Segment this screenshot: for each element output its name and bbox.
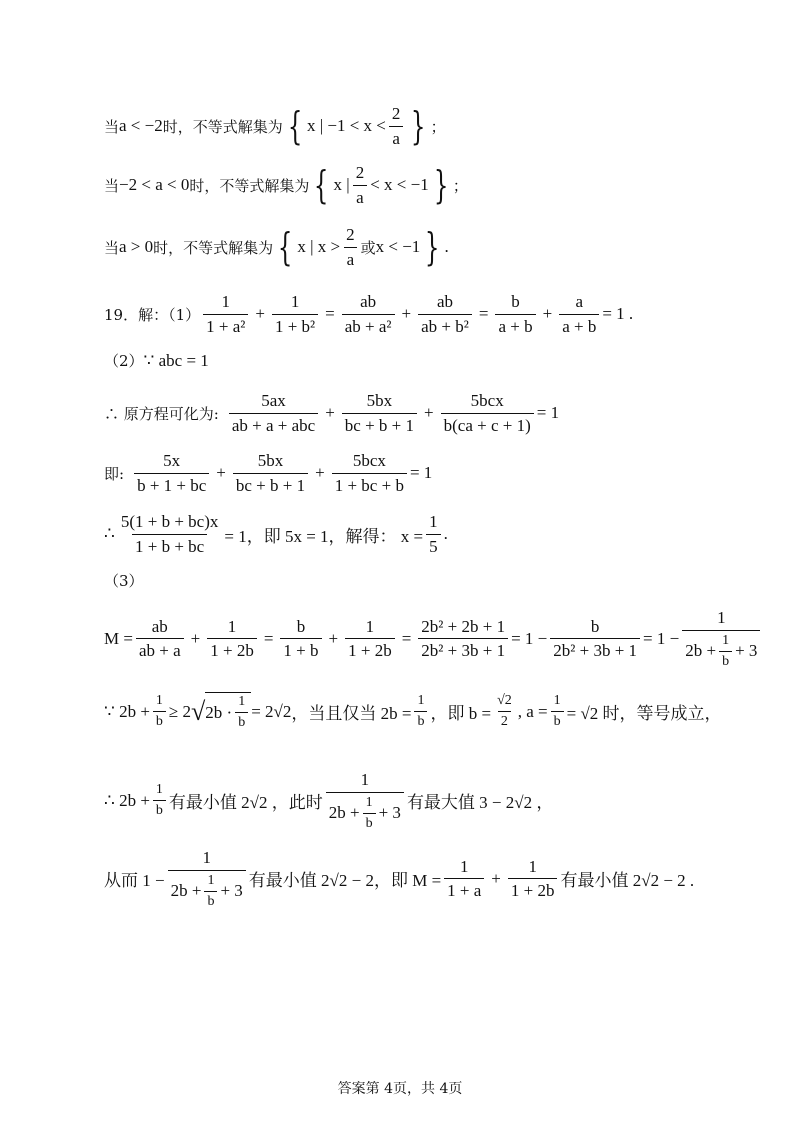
fraction bbox=[204, 873, 217, 910]
text: = 1 − bbox=[511, 628, 548, 648]
numerator: 2b² + 2b + 1 bbox=[421, 616, 506, 636]
part-label: （2） bbox=[104, 352, 144, 370]
text: = 1，即 5x = 1，解得： x = bbox=[224, 526, 424, 546]
text: 从而 1 − bbox=[104, 871, 165, 891]
denominator bbox=[326, 792, 404, 832]
numerator: 1 bbox=[459, 856, 469, 876]
plus: + bbox=[216, 463, 226, 483]
given: ∵ abc = 1 bbox=[143, 350, 209, 370]
text: = 1 − bbox=[643, 628, 680, 648]
fraction bbox=[342, 391, 417, 435]
denominator: 1 + 2b bbox=[207, 638, 257, 661]
therefore: ∴ bbox=[104, 524, 115, 544]
punct: ； bbox=[452, 176, 468, 195]
plus: + bbox=[315, 463, 325, 483]
text: 2b · bbox=[205, 702, 233, 722]
part-label: （3） bbox=[104, 572, 144, 590]
solution-line-case-a-less-neg2 bbox=[104, 104, 800, 148]
fraction bbox=[682, 608, 760, 670]
text: + 3 bbox=[220, 881, 243, 901]
punct: ； bbox=[430, 117, 446, 136]
text: 有最小值 2√2 − 2 . bbox=[560, 871, 695, 891]
numerator: √2 bbox=[497, 693, 512, 708]
text: + 3 bbox=[378, 803, 401, 823]
solution-line-case-a-positive bbox=[104, 225, 800, 269]
q19-part1 bbox=[104, 292, 800, 336]
numerator: ab bbox=[360, 292, 377, 311]
q19-part3-m-expression bbox=[104, 608, 800, 670]
fraction bbox=[168, 848, 246, 910]
numerator: b bbox=[590, 616, 600, 636]
fraction bbox=[418, 617, 508, 661]
text: 当 bbox=[104, 176, 120, 195]
numerator: 5x bbox=[163, 451, 181, 470]
denominator: b bbox=[153, 711, 166, 730]
numerator: 5bx bbox=[257, 451, 284, 470]
right-brace: } bbox=[411, 104, 426, 149]
denominator bbox=[168, 870, 246, 910]
fraction bbox=[414, 693, 427, 730]
denominator: bc + b + 1 bbox=[342, 413, 417, 436]
set-text: x < −1 bbox=[375, 237, 421, 257]
plus: + bbox=[325, 403, 335, 423]
sqrt-sign: √ bbox=[191, 696, 206, 726]
denominator: 1 + a bbox=[444, 878, 484, 901]
fraction bbox=[508, 857, 558, 901]
fraction bbox=[345, 617, 395, 661]
plus: + bbox=[190, 628, 201, 648]
fraction bbox=[719, 633, 732, 670]
fraction bbox=[229, 391, 318, 435]
q19-part2-given bbox=[104, 350, 800, 371]
fraction bbox=[332, 451, 407, 495]
fraction bbox=[153, 782, 166, 819]
equals: = bbox=[478, 304, 489, 324]
equals: = bbox=[263, 628, 274, 648]
denominator: b bbox=[414, 711, 427, 730]
fraction bbox=[550, 617, 640, 661]
q19-part3-label bbox=[104, 570, 800, 591]
q19-part2-solve bbox=[104, 512, 800, 556]
right-brace: } bbox=[433, 163, 449, 208]
fraction bbox=[551, 693, 564, 730]
numerator: b bbox=[511, 292, 520, 311]
denominator: a + b bbox=[559, 314, 599, 337]
result: = 1 bbox=[409, 463, 433, 483]
denominator: b bbox=[204, 891, 217, 910]
denominator: b bbox=[235, 712, 248, 731]
text: 时，不等式解集为 bbox=[189, 176, 310, 195]
denominator: 1 + b bbox=[280, 638, 321, 661]
numerator: 1 bbox=[365, 794, 373, 810]
fraction bbox=[272, 292, 318, 336]
numerator: 5(1 + b + bc)x bbox=[120, 512, 219, 531]
text: 时，不等式解集为 bbox=[162, 117, 283, 136]
plus: + bbox=[255, 304, 265, 324]
numerator: 5bcx bbox=[470, 391, 504, 410]
denominator: b bbox=[719, 651, 732, 670]
denominator: 1 + a² bbox=[203, 314, 248, 337]
condition: a < −2 bbox=[119, 116, 163, 136]
text: ，即 b = bbox=[430, 704, 492, 724]
numerator: 1 bbox=[290, 292, 300, 311]
left-brace: { bbox=[287, 104, 303, 149]
q19-part3-inequality bbox=[104, 692, 800, 731]
fraction bbox=[418, 292, 472, 336]
q19-part3-conclusion bbox=[104, 848, 800, 910]
fraction bbox=[353, 163, 368, 207]
numerator: 2 bbox=[391, 104, 401, 123]
denominator: b(ca + c + 1) bbox=[441, 413, 534, 436]
plus: + bbox=[542, 304, 553, 324]
text: 2b + bbox=[685, 641, 717, 661]
fraction bbox=[343, 225, 358, 269]
text: 有最小值 2√2 ，此时 bbox=[168, 793, 323, 813]
denominator: a bbox=[344, 247, 358, 270]
left-brace: { bbox=[314, 163, 329, 208]
fraction bbox=[559, 292, 599, 336]
result: = 1 . bbox=[602, 304, 634, 324]
denominator: 1 + 2b bbox=[345, 638, 395, 661]
denominator: 2 bbox=[498, 711, 511, 730]
numerator: 5bcx bbox=[352, 451, 386, 470]
fraction bbox=[134, 451, 209, 495]
plus: + bbox=[401, 304, 412, 324]
text: ∴ 原方程可化为: bbox=[104, 404, 219, 423]
numerator: 1 bbox=[155, 782, 163, 798]
numerator: 5bx bbox=[366, 391, 393, 410]
fraction bbox=[203, 292, 248, 336]
text: 当 bbox=[104, 117, 120, 136]
denominator: b bbox=[363, 813, 376, 832]
text: 当 bbox=[104, 238, 120, 257]
text: = 2√2 bbox=[251, 701, 292, 721]
denominator: b bbox=[551, 711, 564, 730]
fraction bbox=[136, 617, 184, 661]
condition: −2 < a < 0 bbox=[119, 175, 190, 195]
numerator: 1 bbox=[429, 512, 438, 531]
denominator: 5 bbox=[426, 534, 441, 557]
text: 即: bbox=[104, 464, 125, 483]
numerator: 1 bbox=[553, 693, 561, 708]
numerator: 1 bbox=[207, 872, 215, 888]
numerator: 1 bbox=[221, 292, 230, 311]
result: = 1 bbox=[536, 403, 560, 423]
numerator: a bbox=[575, 292, 584, 311]
set-text: x | x > bbox=[297, 237, 341, 257]
punct: . bbox=[444, 237, 449, 257]
denominator: 1 + bc + b bbox=[332, 473, 407, 496]
plus: + bbox=[328, 628, 339, 648]
numerator: 1 bbox=[528, 856, 537, 876]
text: 2b + bbox=[328, 803, 360, 823]
page-footer: 答案第 4页，共 4页 bbox=[337, 1081, 463, 1097]
fraction bbox=[342, 292, 395, 336]
denominator: 1 + 2b bbox=[508, 878, 558, 901]
numerator: ab bbox=[151, 616, 168, 636]
q19-part3-min-max bbox=[104, 770, 800, 832]
q19-part2-rewrite bbox=[104, 391, 800, 435]
denominator: b + 1 + bc bbox=[134, 473, 209, 496]
text: + 3 bbox=[735, 641, 758, 661]
set-text: x | −1 < x < bbox=[306, 116, 386, 136]
fraction bbox=[389, 104, 404, 148]
punct: . bbox=[443, 524, 448, 544]
left-brace: { bbox=[278, 225, 293, 270]
fraction bbox=[118, 512, 222, 556]
fraction bbox=[441, 391, 534, 435]
sqrt-body bbox=[205, 692, 251, 731]
denominator: b bbox=[153, 800, 166, 819]
fraction bbox=[207, 617, 257, 661]
question-label: 19．解：（1） bbox=[104, 305, 201, 324]
text: 或 bbox=[360, 238, 376, 257]
condition: a > 0 bbox=[119, 237, 154, 257]
plus: + bbox=[491, 868, 501, 888]
fraction bbox=[495, 292, 535, 336]
numerator: 1 bbox=[717, 608, 726, 627]
numerator: 1 bbox=[155, 693, 163, 708]
text: ≥ 2 bbox=[168, 701, 191, 721]
right-brace: } bbox=[425, 225, 440, 270]
q19-part2-simplify bbox=[104, 451, 800, 495]
numerator: 2 bbox=[346, 225, 355, 244]
text: , a = bbox=[517, 701, 548, 721]
numerator: 1 bbox=[365, 616, 375, 636]
fraction bbox=[494, 693, 515, 730]
denominator: a bbox=[389, 126, 403, 149]
numerator: 2 bbox=[355, 163, 365, 182]
fraction bbox=[444, 857, 484, 901]
text: ，当且仅当 2b = bbox=[291, 704, 412, 724]
denominator: 2b² + 3b + 1 bbox=[550, 638, 640, 661]
plus: + bbox=[424, 403, 434, 423]
denominator: ab + a² bbox=[342, 314, 395, 337]
solution-line-case-a-between bbox=[104, 163, 800, 207]
denominator bbox=[682, 630, 760, 670]
text: 2b + bbox=[170, 881, 202, 901]
denominator: a + b bbox=[495, 314, 535, 337]
set-text: < x < −1 bbox=[370, 175, 429, 195]
numerator: 1 bbox=[417, 693, 425, 708]
fraction bbox=[326, 770, 404, 832]
denominator: 1 + b + bc bbox=[132, 534, 207, 557]
set-text: x | bbox=[333, 175, 350, 195]
text: ∴ 2b + bbox=[104, 790, 150, 810]
equals: = bbox=[401, 628, 412, 648]
fraction bbox=[235, 694, 248, 731]
fraction bbox=[426, 512, 441, 556]
fraction bbox=[233, 451, 308, 495]
denominator: ab + b² bbox=[418, 314, 472, 337]
numerator: b bbox=[296, 616, 306, 636]
denominator: ab + a bbox=[136, 638, 184, 661]
denominator: 2b² + 3b + 1 bbox=[418, 638, 508, 661]
numerator: 1 bbox=[360, 770, 370, 789]
numerator: 1 bbox=[722, 632, 730, 648]
denominator: ab + a + abc bbox=[229, 413, 318, 436]
denominator: 1 + b² bbox=[272, 314, 318, 337]
numerator: 1 bbox=[238, 694, 246, 709]
text: 有最小值 2√2 − 2，即 M = bbox=[248, 871, 442, 891]
fraction bbox=[153, 693, 166, 730]
denominator: bc + b + 1 bbox=[233, 473, 308, 496]
numerator: ab bbox=[436, 292, 454, 311]
text: ∵ 2b + bbox=[104, 701, 150, 721]
numerator: 1 bbox=[227, 616, 237, 636]
equals: = bbox=[325, 304, 335, 324]
text: = √2 时，等号成立， bbox=[566, 704, 722, 724]
fraction bbox=[363, 795, 376, 832]
text: M = bbox=[104, 628, 133, 648]
denominator: a bbox=[353, 185, 367, 208]
text: 时，不等式解集为 bbox=[153, 238, 274, 257]
numerator: 1 bbox=[202, 848, 211, 867]
numerator: 5ax bbox=[261, 391, 286, 410]
text: 有最大值 3 − 2√2 ， bbox=[406, 793, 554, 813]
fraction bbox=[280, 617, 321, 661]
